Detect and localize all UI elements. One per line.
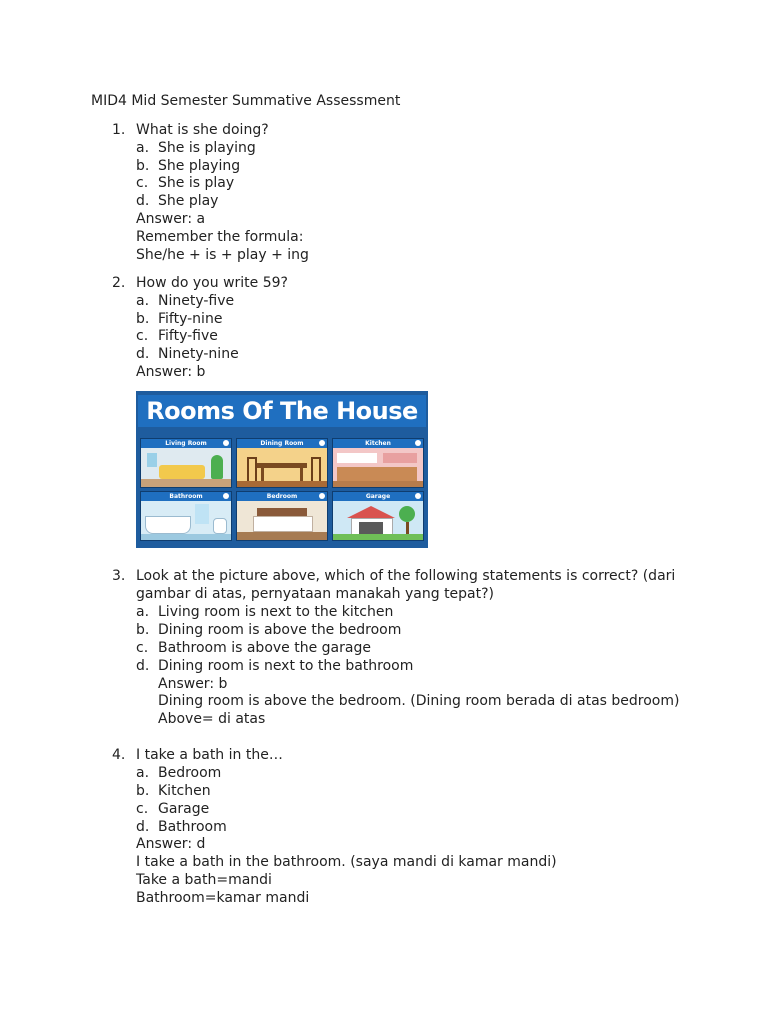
q2-option-a-letter: a. [136, 293, 150, 309]
q4-option-c: Garage [158, 801, 210, 817]
q3-option-d: Dining room is next to the bathroom [158, 658, 414, 674]
room-panel-garage [332, 491, 424, 541]
info-icon [319, 493, 325, 499]
q1-option-c-letter: c. [136, 175, 149, 191]
q1-option-c: She is play [158, 175, 235, 191]
info-icon [223, 440, 229, 446]
question-1-text: What is she doing? [136, 122, 269, 138]
q1-option-a-letter: a. [136, 140, 150, 156]
q2-option-c-letter: c. [136, 328, 149, 344]
q3-note-1: Dining room is above the bedroom. (Dining room berada di atas bedroom) [158, 693, 680, 709]
q3-option-a: Living room is next to the kitchen [158, 604, 394, 620]
q1-option-d-letter: d. [136, 193, 150, 209]
q3-answer: Answer: b [158, 676, 228, 692]
q4-option-b: Kitchen [158, 783, 211, 799]
room-panel-living-room [140, 438, 232, 488]
q3-option-c-letter: c. [136, 640, 149, 656]
q2-answer: Answer: b [136, 364, 206, 380]
q2-option-b-letter: b. [136, 311, 150, 327]
question-2-number: 2. [112, 275, 126, 291]
q3-note-2: Above= di atas [158, 711, 266, 727]
q2-option-b: Fifty-nine [158, 311, 223, 327]
room-label-garage: Garage [333, 492, 423, 501]
q4-option-d-letter: d. [136, 819, 150, 835]
q4-answer: Answer: d [136, 836, 206, 852]
info-icon [223, 493, 229, 499]
question-3-text-line-2: gambar di atas, pernyataan manakah yang tepat?) [136, 586, 495, 602]
q4-option-c-letter: c. [136, 801, 149, 817]
q1-option-b-letter: b. [136, 158, 150, 174]
document-title: MID4 Mid Semester Summative Assessment [91, 93, 401, 109]
q3-option-d-letter: d. [136, 658, 150, 674]
question-3-number: 3. [112, 568, 126, 584]
q3-option-b-letter: b. [136, 622, 150, 638]
info-icon [415, 440, 421, 446]
room-panel-bedroom [236, 491, 328, 541]
q4-option-a: Bedroom [158, 765, 222, 781]
q2-option-a: Ninety-five [158, 293, 235, 309]
q2-option-d-letter: d. [136, 346, 150, 362]
info-icon [415, 493, 421, 499]
q2-option-d: Ninety-nine [158, 346, 239, 362]
q4-option-a-letter: a. [136, 765, 150, 781]
info-icon [319, 440, 325, 446]
question-4-text: I take a bath in the… [136, 747, 283, 763]
q1-answer: Answer: a [136, 211, 206, 227]
rooms-of-the-house-image [136, 391, 428, 548]
q3-option-a-letter: a. [136, 604, 150, 620]
q4-note-3: Bathroom=kamar mandi [136, 890, 310, 906]
question-4-number: 4. [112, 747, 126, 763]
room-panel-kitchen [332, 438, 424, 488]
question-3-text-line-1: Look at the picture above, which of the following statements is correct? (dari [136, 568, 676, 584]
room-label-kitchen: Kitchen [333, 439, 423, 448]
question-2-text: How do you write 59? [136, 275, 288, 291]
q1-option-d: She play [158, 193, 219, 209]
question-1-number: 1. [112, 122, 126, 138]
q1-option-b: She playing [158, 158, 241, 174]
room-label-bathroom: Bathroom [141, 492, 231, 501]
q1-note-1: Remember the formula: [136, 229, 304, 245]
room-panel-dining-room [236, 438, 328, 488]
q3-option-b: Dining room is above the bedroom [158, 622, 402, 638]
room-label-bedroom: Bedroom [237, 492, 327, 501]
q4-note-1: I take a bath in the bathroom. (saya mandi di kamar mandi) [136, 854, 557, 870]
q4-option-b-letter: b. [136, 783, 150, 799]
q2-option-c: Fifty-five [158, 328, 218, 344]
q3-option-c: Bathroom is above the garage [158, 640, 371, 656]
room-label-dining-room: Dining Room [237, 439, 327, 448]
image-title: Rooms Of The House [138, 395, 426, 427]
q4-option-d: Bathroom [158, 819, 227, 835]
room-label-living-room: Living Room [141, 439, 231, 448]
q4-note-2: Take a bath=mandi [136, 872, 272, 888]
room-panel-bathroom [140, 491, 232, 541]
q1-note-2: She/he + is + play + ing [136, 247, 309, 263]
q1-option-a: She is playing [158, 140, 256, 156]
